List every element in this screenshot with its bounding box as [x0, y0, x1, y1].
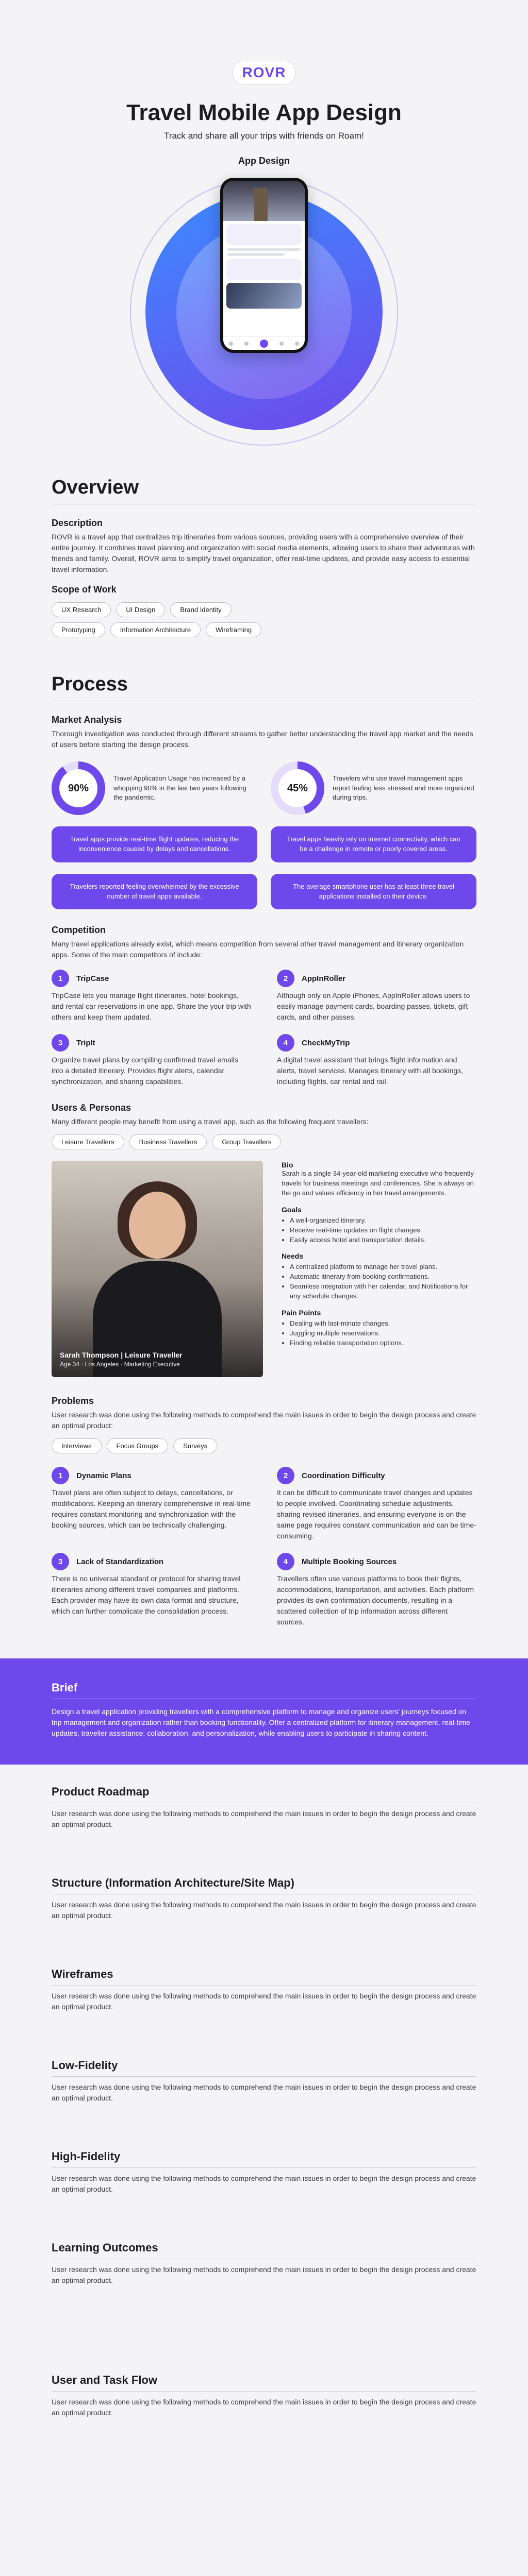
competitor-name: CheckMyTrip	[302, 1038, 350, 1047]
number-badge: 4	[277, 1034, 294, 1052]
pain-points-title: Pain Points	[282, 1308, 321, 1317]
problems-grid	[52, 1467, 476, 1628]
stage-text: User research was done using the following methods to comprehend the main issues in order to begin the design process and create an optimal product.	[52, 2265, 476, 2285]
phone-screen	[223, 181, 305, 350]
user-type-pill: Group Travellers	[212, 1134, 281, 1149]
stage-section	[0, 2241, 528, 2286]
need-item: • Seamless integration with her calendar, and Notifications for any schedule changes.	[290, 1282, 476, 1301]
tower-shape	[254, 188, 268, 221]
description-text: ROVR is a travel app that centralizes trip itineraries from various sources, providing users with a comprehensive overview of their entire journey. It combines travel planning and organization with social media elements, allowing users to share their adventures with friends and family. Overall, ROVR aims to simplify travel organization, offer real-time updates, and provide easy access to essential travel information.	[52, 533, 475, 573]
pain-item: • Finding reliable transportation options.	[290, 1338, 476, 1348]
persona-role: Leisure Traveller	[125, 1351, 183, 1360]
persona-name: Sarah Thompson	[60, 1351, 119, 1360]
chat-icon	[279, 342, 284, 346]
market-analysis-title: Market Analysis	[52, 715, 122, 725]
stats-grid	[52, 761, 476, 909]
overview-heading: Overview	[52, 477, 139, 498]
stage-section	[0, 1876, 528, 1921]
goal-item: • Receive real-time updates on flight changes.	[290, 1226, 476, 1235]
divider	[52, 2076, 476, 2077]
competitor-item	[52, 970, 251, 1023]
problems-title: Problems	[52, 1396, 94, 1406]
flight-card	[226, 259, 302, 280]
scope-pill: Brand Identity	[170, 602, 231, 617]
persona-photo	[52, 1161, 263, 1377]
stage-text: User research was done using the following methods to comprehend the main issues in order to begin the design process and create an optimal product.	[52, 1992, 476, 2011]
map-icon	[244, 342, 249, 346]
profile-icon	[295, 342, 299, 346]
persona-caption: Sarah Thompson | Leisure Traveller Age 34 · Los Angeles · Marketing Executive	[60, 1351, 183, 1368]
stat-description: Travelers who use travel management apps report feeling less stressed and more organized during trips.	[333, 774, 474, 802]
brief-banner	[0, 1658, 528, 1765]
scope-pill: Wireframing	[206, 622, 261, 637]
hero-visual	[130, 178, 398, 446]
number-badge: 3	[52, 1034, 69, 1052]
stat-donut	[52, 761, 105, 815]
stat-card	[52, 761, 257, 815]
method-pill: Focus Groups	[107, 1438, 169, 1453]
brief-title: Brief	[52, 1681, 78, 1694]
stage-text: User research was done using the following methods to comprehend the main issues in order to begin the design process and create an optimal product.	[52, 2083, 476, 2103]
problem-item	[277, 1467, 476, 1541]
problem-text: Travel plans are often subject to delays, cancellations, or modifications. Keeping an itinerary comprehensive in real-time requires constant monitoring and synchronization with the booking sources, which can be technically challenging.	[52, 1488, 251, 1530]
goals-list	[282, 1216, 476, 1245]
pain-points-list	[282, 1319, 476, 1348]
problem-item	[52, 1467, 251, 1541]
stat-value: 45%	[278, 769, 317, 807]
competitor-name: TripCase	[76, 974, 109, 983]
competitor-item	[52, 1034, 251, 1087]
insight-callout: Travel apps provide real-time flight updates, reducing the inconvenience caused by delays and cancellations.	[52, 826, 257, 862]
insight-callout: Travel apps heavily rely on internet connectivity, which can be a challenge in remote or poorly covered areas.	[271, 826, 476, 862]
description-title: Description	[52, 518, 103, 528]
competitor-text: TripCase lets you manage flight itineraries, hotel bookings, and rental car reservations in one app. Share the your trip with others and keep them updated.	[52, 991, 251, 1022]
stage-section	[0, 2150, 528, 2195]
scope-pill: UI Design	[116, 602, 165, 617]
competitor-item	[277, 1034, 476, 1087]
competitor-text: A digital travel assistant that brings flight information and alerts, travel services. Manages itinerary with all bookings, including flights, car rental and rail.	[277, 1056, 464, 1086]
stage-title: Low-Fidelity	[52, 2059, 118, 2072]
overview-section	[0, 477, 528, 637]
user-type-pills	[52, 1134, 476, 1149]
divider	[52, 2167, 476, 2168]
stage-section	[0, 1968, 528, 2012]
stage-section	[0, 2059, 528, 2104]
problem-item	[277, 1553, 476, 1628]
stage-section	[0, 1785, 528, 1830]
method-pill: Surveys	[173, 1438, 217, 1453]
goal-item: • Easily access hotel and transportation details.	[290, 1235, 476, 1245]
persona-meta: Age 34 · Los Angeles · Marketing Executive	[60, 1361, 180, 1368]
problem-text: Travellers often use various platforms to book their flights, accommodations, transportation, and activities. Each platform provides its own confirmation documents, resulting in a scattered collection of trip information across different sources.	[277, 1574, 474, 1626]
stage-section	[0, 2374, 528, 2418]
number-badge: 3	[52, 1553, 69, 1570]
problem-item	[52, 1553, 251, 1628]
number-badge: 4	[277, 1553, 294, 1570]
number-badge: 2	[277, 970, 294, 987]
goal-item: • A well-organized itinerary.	[290, 1216, 476, 1226]
scope-pill: Information Architecture	[110, 622, 201, 637]
bio-title: Bio	[282, 1161, 293, 1170]
stage-text: User research was done using the following methods to comprehend the main issues in order to begin the design process and create an optimal product.	[52, 1901, 476, 1920]
persona-details	[282, 1161, 476, 1377]
stage-title: Product Roadmap	[52, 1785, 150, 1799]
users-intro: Many different people may benefit from using a travel app, such as the following frequent travellers:	[52, 1117, 369, 1126]
brief-text: Design a travel application providing travellers with a comprehensive platform to manage and organize users' journeys focused on trip management and organization rather than booking functionality. Offer a centralized platform for itinerary management, real-time updates, traveller assistance, collaboration, and personalization, while enabling users to participate in sharing content.	[52, 1707, 470, 1738]
method-pills	[52, 1438, 476, 1453]
need-item: • A centralized platform to manage her travel plans.	[290, 1262, 476, 1272]
problem-name: Coordination Difficulty	[302, 1471, 385, 1480]
scope-title: Scope of Work	[52, 584, 117, 595]
city-header-image	[223, 181, 305, 221]
process-heading: Process	[52, 673, 128, 695]
stage-text: User research was done using the following methods to comprehend the main issues in order to begin the design process and create an optimal product.	[52, 2398, 476, 2417]
competitor-text: Organize travel plans by compiling confirmed travel emails into a detailed itinerary. Provides flight alerts, calendar synchronization, and sharing capabilities.	[52, 1056, 238, 1086]
page-title: Travel Mobile App Design	[126, 100, 402, 125]
stat-donut	[271, 761, 324, 815]
needs-list	[282, 1262, 476, 1301]
destination-image	[226, 283, 302, 309]
problem-text: It can be difficult to communicate travel changes and updates to people involved. Coordinating schedule adjustments, sharing revised itineraries, and ensuring everyone is on the same page requires constant communication and can be time-consuming.	[277, 1488, 476, 1540]
insight-callout: The average smartphone user has at least three travel applications installed on their device.	[271, 874, 476, 910]
problem-name: Dynamic Plans	[76, 1471, 131, 1480]
stage-text: User research was done using the following methods to comprehend the main issues in order to begin the design process and create an optimal product.	[52, 2174, 476, 2194]
problems-intro: User research was done using the following methods to comprehend the main issues in order to begin the design process and create an optimal product:	[52, 1411, 476, 1430]
problem-name: Multiple Booking Sources	[302, 1557, 397, 1566]
divider	[52, 1985, 476, 1986]
stage-text: User research was done using the following methods to comprehend the main issues in order to begin the design process and create an optimal product.	[52, 1809, 476, 1829]
method-pill: Interviews	[52, 1438, 102, 1453]
scope-pill: Prototyping	[52, 622, 105, 637]
pain-item: • Juggling multiple reservations.	[290, 1329, 476, 1338]
problem-name: Lack of Standardization	[76, 1557, 164, 1566]
stage-title: Learning Outcomes	[52, 2241, 158, 2255]
persona-face	[129, 1192, 186, 1259]
scope-pill: UX Research	[52, 602, 111, 617]
scope-pills-row-2	[52, 622, 476, 637]
user-type-pill: Business Travellers	[129, 1134, 207, 1149]
stat-value: 90%	[59, 769, 97, 807]
trip-card	[226, 224, 302, 245]
page-subtitle: Track and share all your trips with friends on Roam!	[164, 131, 364, 141]
stage-title: Wireframes	[52, 1968, 113, 1981]
insight-callout: Travelers reported feeling overwhelmed by the excessive number of travel apps available.	[52, 874, 257, 910]
user-type-pill: Leisure Travellers	[52, 1134, 124, 1149]
needs-title: Needs	[282, 1252, 304, 1261]
competitor-text: Although only on Apple iPhones, AppInRoller allows users to easily manage payment cards, boarding passes, tickets, gift cards, and other passes.	[277, 991, 470, 1022]
hero	[0, 0, 528, 446]
scope-pills	[52, 602, 476, 617]
divider	[52, 2391, 476, 2392]
process-section	[0, 673, 528, 1628]
bio-text: Sarah is a single 34-year-old marketing executive who frequently travels for business meetings and conferences. She is always on the go and values efficiency in her travel arrangements.	[282, 1170, 474, 1197]
competition-intro: Many travel applications already exist, which means competition from several other travel management and itinerary organization apps. Some of the main competitors of include:	[52, 940, 464, 959]
competitor-name: AppInRoller	[302, 974, 345, 983]
text-line	[227, 253, 285, 256]
stage-title: High-Fidelity	[52, 2150, 121, 2163]
stage-title: Structure (Information Architecture/Site Map)	[52, 1876, 295, 1890]
problem-text: There is no universal standard or protocol for sharing travel itineraries among different travel companies and platforms. Each provider may have its own data format and structure, which can further complicate the consolidation process.	[52, 1574, 241, 1616]
goals-title: Goals	[282, 1205, 302, 1214]
phone-tab-bar	[223, 336, 305, 350]
competitor-name: TripIt	[76, 1038, 95, 1047]
market-analysis-intro: Thorough investigation was conducted through different streams to gather better understanding the travel app market and the needs of users before starting the design process.	[52, 730, 473, 749]
project-tag: App Design	[238, 156, 290, 166]
users-title: Users & Personas	[52, 1103, 131, 1113]
brand-logo[interactable]: ROVR	[233, 61, 296, 84]
stat-card	[271, 761, 476, 815]
add-icon	[260, 340, 268, 348]
competitors-grid	[52, 970, 476, 1087]
persona-card	[52, 1161, 476, 1377]
competitor-item	[277, 970, 476, 1023]
home-icon	[229, 342, 233, 346]
pain-item: • Dealing with last-minute changes.	[290, 1319, 476, 1329]
phone-mockup	[220, 178, 308, 353]
number-badge: 2	[277, 1467, 294, 1484]
need-item: • Automatic itinerary from booking confirmations.	[290, 1272, 476, 1282]
number-badge: 1	[52, 970, 69, 987]
number-badge: 1	[52, 1467, 69, 1484]
stat-description: Travel Application Usage has increased by a whopping 90% in the last two years following the pandemic.	[113, 774, 246, 802]
text-line	[227, 248, 301, 251]
competition-title: Competition	[52, 925, 106, 936]
stage-title: User and Task Flow	[52, 2374, 157, 2387]
